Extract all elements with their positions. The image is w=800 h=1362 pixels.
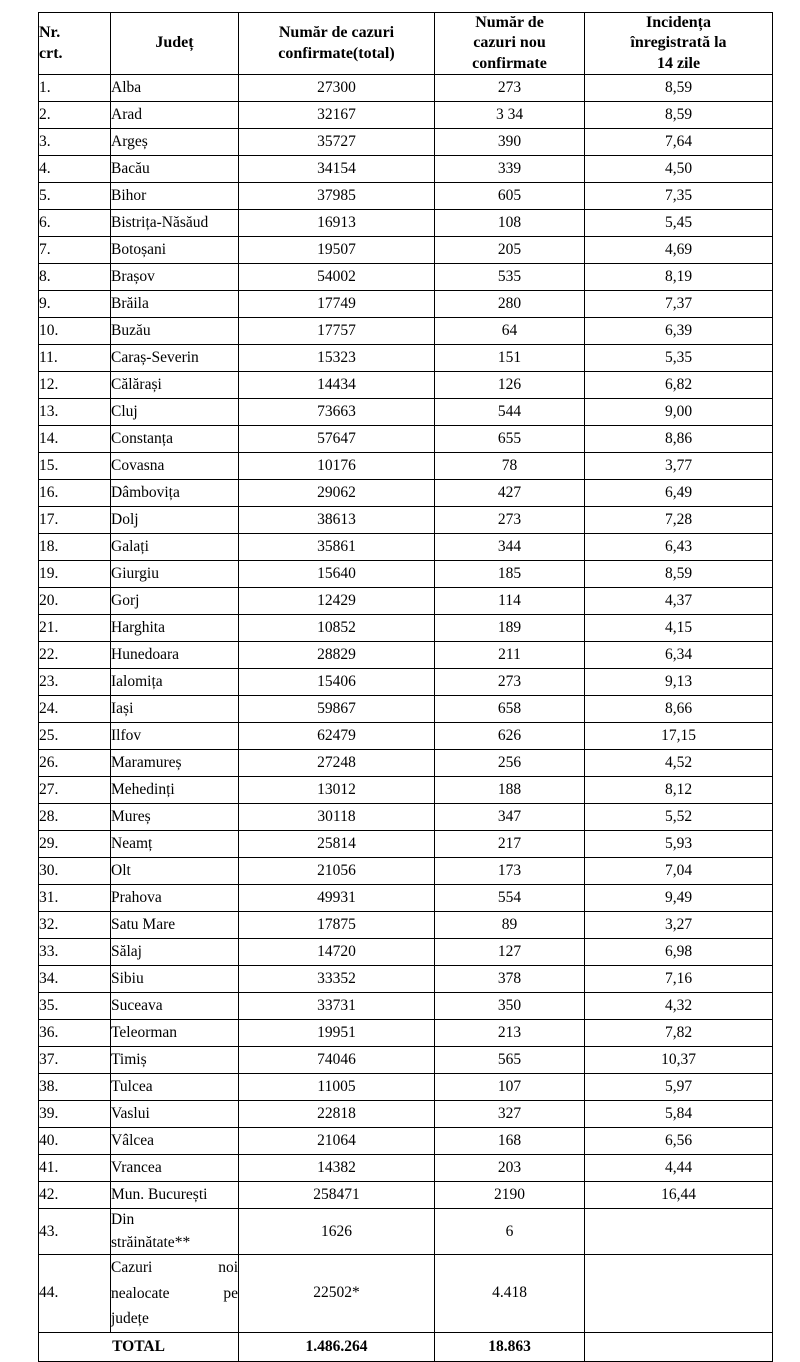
cell-new-cases: 378 [435, 966, 585, 993]
cell-new-cases: 188 [435, 777, 585, 804]
cell-judet: Ilfov [111, 723, 239, 750]
cell-incidence: 4,44 [585, 1155, 773, 1182]
cell-total: 32167 [239, 102, 435, 129]
cell-new-cases: 565 [435, 1047, 585, 1074]
cell-new-cases: 347 [435, 804, 585, 831]
cell-new-cases: 211 [435, 642, 585, 669]
cell-new-cases: 256 [435, 750, 585, 777]
cell-new-cases: 626 [435, 723, 585, 750]
cell-total: 14382 [239, 1155, 435, 1182]
cell-total: 35861 [239, 534, 435, 561]
table-row [39, 75, 773, 102]
cell-total: 19507 [239, 237, 435, 264]
cell-incidence: 7,35 [585, 183, 773, 210]
column-header-incidence-line2: înregistrată la [630, 34, 727, 52]
table-row [39, 939, 773, 966]
cell-judet: Sibiu [111, 966, 239, 993]
table-row [39, 183, 773, 210]
cell-total: 21064 [239, 1128, 435, 1155]
cell-nr-crt: 32. [39, 912, 111, 939]
table-row [39, 534, 773, 561]
table-row [39, 993, 773, 1020]
cell-nr-crt: 19. [39, 561, 111, 588]
table-row [39, 723, 773, 750]
table-row [39, 1020, 773, 1047]
cell-judet: Constanța [111, 426, 239, 453]
cell-nr-crt: 11. [39, 345, 111, 372]
cell-new-cases: 217 [435, 831, 585, 858]
cell-total: 17757 [239, 318, 435, 345]
cell-judet: Tulcea [111, 1074, 239, 1101]
cell-incidence: 5,93 [585, 831, 773, 858]
cell-new-cases: 127 [435, 939, 585, 966]
cell-judet: Bistrița-Năsăud [111, 210, 239, 237]
cell-judet: Călărași [111, 372, 239, 399]
cell-new-cases: 203 [435, 1155, 585, 1182]
cell-nr-crt: 33. [39, 939, 111, 966]
column-header-new-line1: Număr de [475, 14, 544, 31]
cell-nr-crt: 2. [39, 102, 111, 129]
cell-incidence: 7,64 [585, 129, 773, 156]
table-row-special [39, 1255, 773, 1333]
table-row [39, 156, 773, 183]
table-row [39, 831, 773, 858]
table-row [39, 1101, 773, 1128]
cell-judet: Argeș [111, 129, 239, 156]
cell-total: 22502* [239, 1255, 435, 1333]
cell-nr-crt: 16. [39, 480, 111, 507]
cell-total: 35727 [239, 129, 435, 156]
cell-nr-crt: 34. [39, 966, 111, 993]
cell-incidence: 8,66 [585, 696, 773, 723]
cell-total: 19951 [239, 1020, 435, 1047]
cell-incidence: 7,28 [585, 507, 773, 534]
cell-total: 258471 [239, 1182, 435, 1209]
cell-nr-crt: 22. [39, 642, 111, 669]
table-row [39, 777, 773, 804]
cell-judet: Botoșani [111, 237, 239, 264]
cell-judet: Hunedoara [111, 642, 239, 669]
cell-nr-crt: 42. [39, 1182, 111, 1209]
cell-judet: Mun. București [111, 1182, 239, 1209]
cell-total: 17875 [239, 912, 435, 939]
cell-judet: Timiș [111, 1047, 239, 1074]
table-row [39, 858, 773, 885]
cell-incidence: 4,50 [585, 156, 773, 183]
cell-nr-crt: 36. [39, 1020, 111, 1047]
cell-total: 11005 [239, 1074, 435, 1101]
table-row [39, 102, 773, 129]
table-row [39, 696, 773, 723]
cell-total: 17749 [239, 291, 435, 318]
cell-judet: Cluj [111, 399, 239, 426]
cell-incidence: 6,43 [585, 534, 773, 561]
cell-nr-crt: 23. [39, 669, 111, 696]
cell-judet [111, 1209, 239, 1255]
cell-total: 37985 [239, 183, 435, 210]
cell-incidence [585, 1255, 773, 1333]
cell-incidence: 8,59 [585, 75, 773, 102]
table-row [39, 210, 773, 237]
cell-incidence: 5,84 [585, 1101, 773, 1128]
cell-judet-line: Din [111, 1211, 135, 1229]
cell-judet-line: județe [111, 1310, 149, 1328]
table-row [39, 264, 773, 291]
cell-judet: Buzău [111, 318, 239, 345]
cell-judet: Alba [111, 75, 239, 102]
cell-new-cases: 205 [435, 237, 585, 264]
table-row [39, 804, 773, 831]
cell-nr-crt: 8. [39, 264, 111, 291]
cell-judet: Suceava [111, 993, 239, 1020]
cell-new-cases: 78 [435, 453, 585, 480]
column-header-new-line2: cazuri nou [473, 34, 546, 52]
cell-incidence: 8,59 [585, 561, 773, 588]
cell-judet: Maramureș [111, 750, 239, 777]
column-header-nr-line1: Nr. [39, 24, 61, 42]
table-row-total [39, 1333, 773, 1362]
cell-judet: Brașov [111, 264, 239, 291]
cell-total: 14720 [239, 939, 435, 966]
table-row [39, 1128, 773, 1155]
cell-incidence [585, 1333, 773, 1362]
cell-nr-crt: 10. [39, 318, 111, 345]
column-header-incidence-line3: 14 zile [656, 54, 701, 72]
header-row [39, 13, 773, 75]
cell-new-cases: 655 [435, 426, 585, 453]
cell-total: 27248 [239, 750, 435, 777]
cell-new-cases: 173 [435, 858, 585, 885]
table-row [39, 912, 773, 939]
cell-judet: Dâmbovița [111, 480, 239, 507]
cell-judet: Caraș-Severin [111, 345, 239, 372]
cell-incidence: 9,13 [585, 669, 773, 696]
cell-total: 74046 [239, 1047, 435, 1074]
cell-judet: Vaslui [111, 1101, 239, 1128]
cell-nr-crt: 6. [39, 210, 111, 237]
table-row [39, 561, 773, 588]
column-header-total-line2: confirmate(total) [278, 44, 395, 62]
cell-incidence: 4,52 [585, 750, 773, 777]
table-row [39, 885, 773, 912]
cell-nr-crt: 7. [39, 237, 111, 264]
cell-nr-crt: 28. [39, 804, 111, 831]
cell-nr-crt: 24. [39, 696, 111, 723]
cell-judet: Bacău [111, 156, 239, 183]
cell-judet: Harghita [111, 615, 239, 642]
cell-nr-crt: 39. [39, 1101, 111, 1128]
cell-judet: Mehedinți [111, 777, 239, 804]
cell-judet: Galați [111, 534, 239, 561]
cell-judet: Mureș [111, 804, 239, 831]
cell-incidence: 8,59 [585, 102, 773, 129]
cell-new-cases: 554 [435, 885, 585, 912]
table-header [39, 13, 773, 75]
cell-new-cases: 535 [435, 264, 585, 291]
cell-incidence: 7,04 [585, 858, 773, 885]
cell-new-cases: 126 [435, 372, 585, 399]
cell-judet: Iași [111, 696, 239, 723]
cell-nr-crt: 29. [39, 831, 111, 858]
table-row [39, 237, 773, 264]
cell-judet: Arad [111, 102, 239, 129]
cell-new-cases: 108 [435, 210, 585, 237]
cell-total: 12429 [239, 588, 435, 615]
cell-total: 73663 [239, 399, 435, 426]
table-row [39, 642, 773, 669]
cell-new-cases: 18.863 [435, 1333, 585, 1362]
table-row [39, 399, 773, 426]
table-row [39, 1182, 773, 1209]
cell-incidence: 4,32 [585, 993, 773, 1020]
table-row [39, 291, 773, 318]
cell-total: 54002 [239, 264, 435, 291]
cell-judet: Brăila [111, 291, 239, 318]
cell-incidence: 8,86 [585, 426, 773, 453]
table-row [39, 1074, 773, 1101]
cell-incidence: 7,16 [585, 966, 773, 993]
cell-new-cases: 2190 [435, 1182, 585, 1209]
table-row [39, 1047, 773, 1074]
cell-incidence: 10,37 [585, 1047, 773, 1074]
column-header-nr-line2: crt. [39, 44, 63, 62]
cell-new-cases: 658 [435, 696, 585, 723]
cell-incidence: 5,52 [585, 804, 773, 831]
cell-new-cases: 605 [435, 183, 585, 210]
cell-incidence: 7,82 [585, 1020, 773, 1047]
cell-incidence: 3,27 [585, 912, 773, 939]
cell-incidence: 17,15 [585, 723, 773, 750]
cell-nr-crt: 43. [39, 1209, 111, 1255]
cell-new-cases: 344 [435, 534, 585, 561]
table-row [39, 345, 773, 372]
cell-new-cases: 544 [435, 399, 585, 426]
cell-incidence: 4,15 [585, 615, 773, 642]
cell-total: 22818 [239, 1101, 435, 1128]
table-body [39, 75, 773, 1362]
cell-total: 57647 [239, 426, 435, 453]
cell-new-cases: 350 [435, 993, 585, 1020]
cell-new-cases: 273 [435, 507, 585, 534]
cell-new-cases: 339 [435, 156, 585, 183]
column-header-judet: Județ [111, 13, 239, 75]
cell-judet: Teleorman [111, 1020, 239, 1047]
cell-nr-crt: 31. [39, 885, 111, 912]
cell-new-cases: 189 [435, 615, 585, 642]
table-row [39, 318, 773, 345]
cell-incidence: 8,19 [585, 264, 773, 291]
cell-judet: Neamț [111, 831, 239, 858]
cell-nr-crt: 20. [39, 588, 111, 615]
table-row [39, 1155, 773, 1182]
table-row [39, 372, 773, 399]
cell-total: 25814 [239, 831, 435, 858]
cell-total: 49931 [239, 885, 435, 912]
cell-total: 14434 [239, 372, 435, 399]
cell-nr-crt: 27. [39, 777, 111, 804]
cell-judet-line: străinătate** [111, 1233, 191, 1251]
cell-total: 15406 [239, 669, 435, 696]
cell-nr-crt: 40. [39, 1128, 111, 1155]
column-header-nr-crt [39, 13, 111, 75]
column-header-total-line1: Număr de cazuri [278, 24, 395, 42]
cell-incidence: 6,49 [585, 480, 773, 507]
covid-cases-table [38, 12, 773, 1362]
cell-total: 15640 [239, 561, 435, 588]
cell-judet: Vâlcea [111, 1128, 239, 1155]
cell-total: 16913 [239, 210, 435, 237]
cell-total: 34154 [239, 156, 435, 183]
cell-new-cases: 273 [435, 75, 585, 102]
cell-total-label: TOTAL [39, 1333, 239, 1362]
cell-incidence: 6,39 [585, 318, 773, 345]
cell-total: 27300 [239, 75, 435, 102]
cell-nr-crt: 4. [39, 156, 111, 183]
cell-incidence: 5,45 [585, 210, 773, 237]
cell-judet: Giurgiu [111, 561, 239, 588]
cell-nr-crt: 17. [39, 507, 111, 534]
cell-new-cases: 4.418 [435, 1255, 585, 1333]
table-row [39, 669, 773, 696]
cell-new-cases: 213 [435, 1020, 585, 1047]
cell-incidence: 3,77 [585, 453, 773, 480]
cell-new-cases: 64 [435, 318, 585, 345]
cell-new-cases: 185 [435, 561, 585, 588]
cell-incidence: 7,37 [585, 291, 773, 318]
cell-judet-line: nealocate pe [111, 1284, 238, 1302]
cell-nr-crt: 35. [39, 993, 111, 1020]
cell-nr-crt: 5. [39, 183, 111, 210]
cell-incidence: 6,56 [585, 1128, 773, 1155]
table-row [39, 750, 773, 777]
cell-nr-crt: 1. [39, 75, 111, 102]
cell-new-cases: 427 [435, 480, 585, 507]
cell-nr-crt: 12. [39, 372, 111, 399]
cell-nr-crt: 13. [39, 399, 111, 426]
cell-nr-crt: 3. [39, 129, 111, 156]
cell-judet: Bihor [111, 183, 239, 210]
cell-incidence: 4,37 [585, 588, 773, 615]
cell-incidence: 9,00 [585, 399, 773, 426]
cell-total: 28829 [239, 642, 435, 669]
table-row [39, 129, 773, 156]
cell-judet: Sălaj [111, 939, 239, 966]
cell-judet: Dolj [111, 507, 239, 534]
table-row [39, 426, 773, 453]
column-header-incidence-line1: Incidența [646, 14, 711, 31]
cell-new-cases: 390 [435, 129, 585, 156]
cell-incidence: 6,82 [585, 372, 773, 399]
cell-judet: Ialomița [111, 669, 239, 696]
cell-incidence: 6,98 [585, 939, 773, 966]
cell-total: 21056 [239, 858, 435, 885]
cell-new-cases: 6 [435, 1209, 585, 1255]
table-row [39, 966, 773, 993]
table-row [39, 480, 773, 507]
cell-new-cases: 89 [435, 912, 585, 939]
column-header-total-cases [239, 13, 435, 75]
table-row [39, 615, 773, 642]
cell-nr-crt: 9. [39, 291, 111, 318]
cell-judet: Covasna [111, 453, 239, 480]
cell-total: 33731 [239, 993, 435, 1020]
cell-nr-crt: 37. [39, 1047, 111, 1074]
cell-incidence: 8,12 [585, 777, 773, 804]
table-row [39, 588, 773, 615]
cell-new-cases: 168 [435, 1128, 585, 1155]
cell-nr-crt: 25. [39, 723, 111, 750]
cell-total: 62479 [239, 723, 435, 750]
cell-total: 38613 [239, 507, 435, 534]
cell-new-cases: 280 [435, 291, 585, 318]
cell-total: 13012 [239, 777, 435, 804]
column-header-new-cases [435, 13, 585, 75]
cell-total: 1.486.264 [239, 1333, 435, 1362]
cell-nr-crt: 15. [39, 453, 111, 480]
cell-nr-crt: 26. [39, 750, 111, 777]
cell-incidence: 9,49 [585, 885, 773, 912]
cell-judet: Prahova [111, 885, 239, 912]
cell-nr-crt: 44. [39, 1255, 111, 1333]
cell-judet: Gorj [111, 588, 239, 615]
cell-new-cases: 273 [435, 669, 585, 696]
column-header-new-line3: confirmate [472, 54, 547, 72]
table-row-special [39, 1209, 773, 1255]
column-header-incidence [585, 13, 773, 75]
cell-total: 29062 [239, 480, 435, 507]
cell-new-cases: 3 34 [435, 102, 585, 129]
cell-total: 15323 [239, 345, 435, 372]
cell-total: 1626 [239, 1209, 435, 1255]
cell-judet: Satu Mare [111, 912, 239, 939]
cell-judet: Vrancea [111, 1155, 239, 1182]
cell-new-cases: 151 [435, 345, 585, 372]
table-row [39, 453, 773, 480]
cell-judet-line: Cazuri noi [111, 1259, 238, 1277]
cell-incidence: 4,69 [585, 237, 773, 264]
cell-nr-crt: 30. [39, 858, 111, 885]
cell-incidence: 16,44 [585, 1182, 773, 1209]
cell-incidence: 5,97 [585, 1074, 773, 1101]
cell-new-cases: 107 [435, 1074, 585, 1101]
cell-judet [111, 1255, 239, 1333]
cell-incidence: 6,34 [585, 642, 773, 669]
cell-new-cases: 114 [435, 588, 585, 615]
cell-incidence [585, 1209, 773, 1255]
cell-total: 59867 [239, 696, 435, 723]
cell-nr-crt: 18. [39, 534, 111, 561]
cell-incidence: 5,35 [585, 345, 773, 372]
cell-judet: Olt [111, 858, 239, 885]
cell-nr-crt: 41. [39, 1155, 111, 1182]
cell-nr-crt: 21. [39, 615, 111, 642]
cell-nr-crt: 38. [39, 1074, 111, 1101]
cell-total: 10176 [239, 453, 435, 480]
cell-total: 30118 [239, 804, 435, 831]
cell-new-cases: 327 [435, 1101, 585, 1128]
cell-total: 10852 [239, 615, 435, 642]
table-row [39, 507, 773, 534]
cell-total: 33352 [239, 966, 435, 993]
cell-nr-crt: 14. [39, 426, 111, 453]
